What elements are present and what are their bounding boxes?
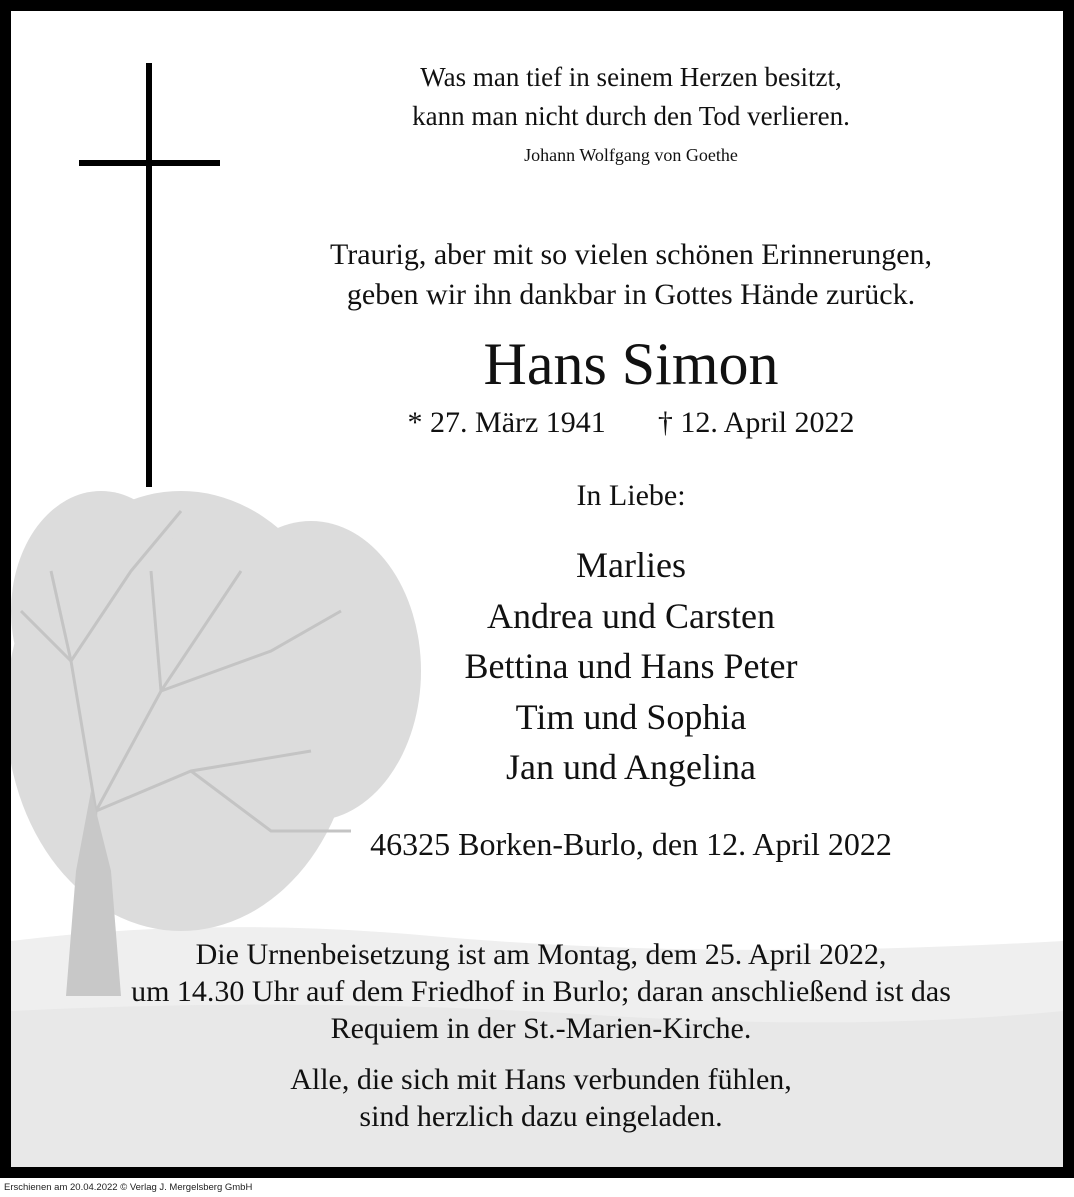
life-dates [261, 406, 1001, 440]
invitation-line-1: Alle, die sich mit Hans verbunden fühlen, [290, 1063, 792, 1096]
intro-text [261, 235, 1001, 315]
mourner-name: Jan und Angelina [506, 747, 756, 787]
ceremony-line-2: um 14.30 Uhr auf dem Friedhof in Burlo; daran anschließend ist das [131, 975, 951, 1008]
ceremony-line-1: Die Urnenbeisetzung ist am Montag, dem 25. April 2022, [195, 938, 887, 971]
deceased-name: Hans Simon [483, 331, 779, 397]
quote-line-1: Was man tief in seinem Herzen besitzt, [420, 62, 842, 92]
mourner-name: Tim und Sophia [515, 696, 747, 737]
publication-footer: Erschienen am 20.04.2022 © Verlag J. Mergelsberg GmbH [4, 1182, 253, 1193]
invitation-text [41, 1061, 1041, 1135]
ceremony-line-3: Requiem in der St.-Marien-Kirche. [330, 1012, 752, 1045]
cross-vertical-bar [146, 63, 152, 487]
quote-author: Johann Wolfgang von Goethe [524, 145, 738, 165]
mourners-heading: In Liebe: [576, 479, 686, 512]
mourners-list [261, 540, 1001, 793]
birth-date: * 27. März 1941 [407, 406, 606, 439]
death-date: † 12. April 2022 [657, 406, 855, 439]
mourner-name: Andrea und Carsten [487, 595, 775, 636]
quote-line-2: kann man nicht durch den Tod verlieren. [412, 101, 850, 131]
mourner-name: Bettina und Hans Peter [464, 646, 798, 686]
quote [261, 58, 1001, 136]
invitation-line-2: sind herzlich dazu eingeladen. [359, 1100, 723, 1133]
cross-horizontal-bar [79, 160, 220, 166]
intro-line-1: Traurig, aber mit so vielen schönen Erinnerungen, [329, 238, 933, 271]
intro-line-2: geben wir ihn dankbar in Gottes Hände zurück. [346, 278, 916, 311]
ceremony-text [41, 936, 1041, 1047]
place-date: 46325 Borken-Burlo, den 12. April 2022 [370, 826, 892, 862]
mourner-name: Marlies [576, 545, 686, 585]
